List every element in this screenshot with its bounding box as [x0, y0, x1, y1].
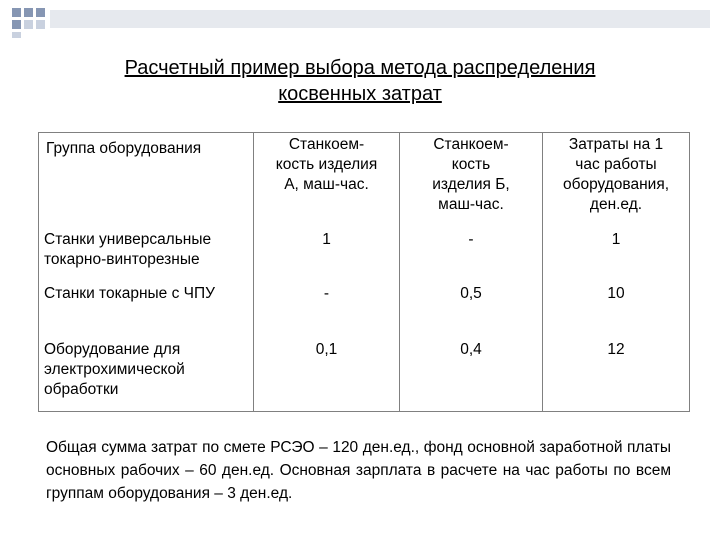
equipment-name: Станки универсальные токарно-винторезные [39, 228, 254, 282]
table-row [39, 282, 690, 338]
hourly-cost-value: 1 [543, 228, 690, 282]
cost-table [38, 132, 690, 412]
table-row [39, 228, 690, 282]
labor-a-value: 1 [254, 228, 400, 282]
summary-note: Общая сумма затрат по смете РСЭО – 120 ден.ед., фонд основной заработной платы основных рабочих – 60 ден.ед. Основная зарплата в расчете на час работы по всем группам оборудования – 3 ден.ед. [46, 439, 671, 502]
equipment-name: Станки токарные с ЧПУ [39, 282, 254, 338]
title-line-2: косвенных затрат [278, 83, 442, 105]
labor-b-value: 0,5 [400, 282, 543, 338]
corner-squares-decoration [0, 0, 720, 40]
table-row [39, 338, 690, 412]
header-labor-a: Станкоем- кость изделия А, маш-час. [254, 133, 400, 228]
header-labor-b: Станкоем- кость изделия Б, маш-час. [400, 133, 543, 228]
hourly-cost-value: 10 [543, 282, 690, 338]
labor-a-value: 0,1 [254, 338, 400, 412]
page-title [40, 55, 680, 107]
header-hourly-cost: Затраты на 1 час работы оборудования, ден.ед. [543, 133, 690, 228]
labor-a-value: - [254, 282, 400, 338]
labor-b-value: 0,4 [400, 338, 543, 412]
title-line-1: Расчетный пример выбора метода распределения [124, 57, 596, 79]
table-header-row [39, 133, 690, 228]
equipment-name: Оборудование для электрохимической обработки [39, 338, 254, 412]
labor-b-value: - [400, 228, 543, 282]
header-equipment-group: Группа оборудования [39, 133, 254, 228]
hourly-cost-value: 12 [543, 338, 690, 412]
